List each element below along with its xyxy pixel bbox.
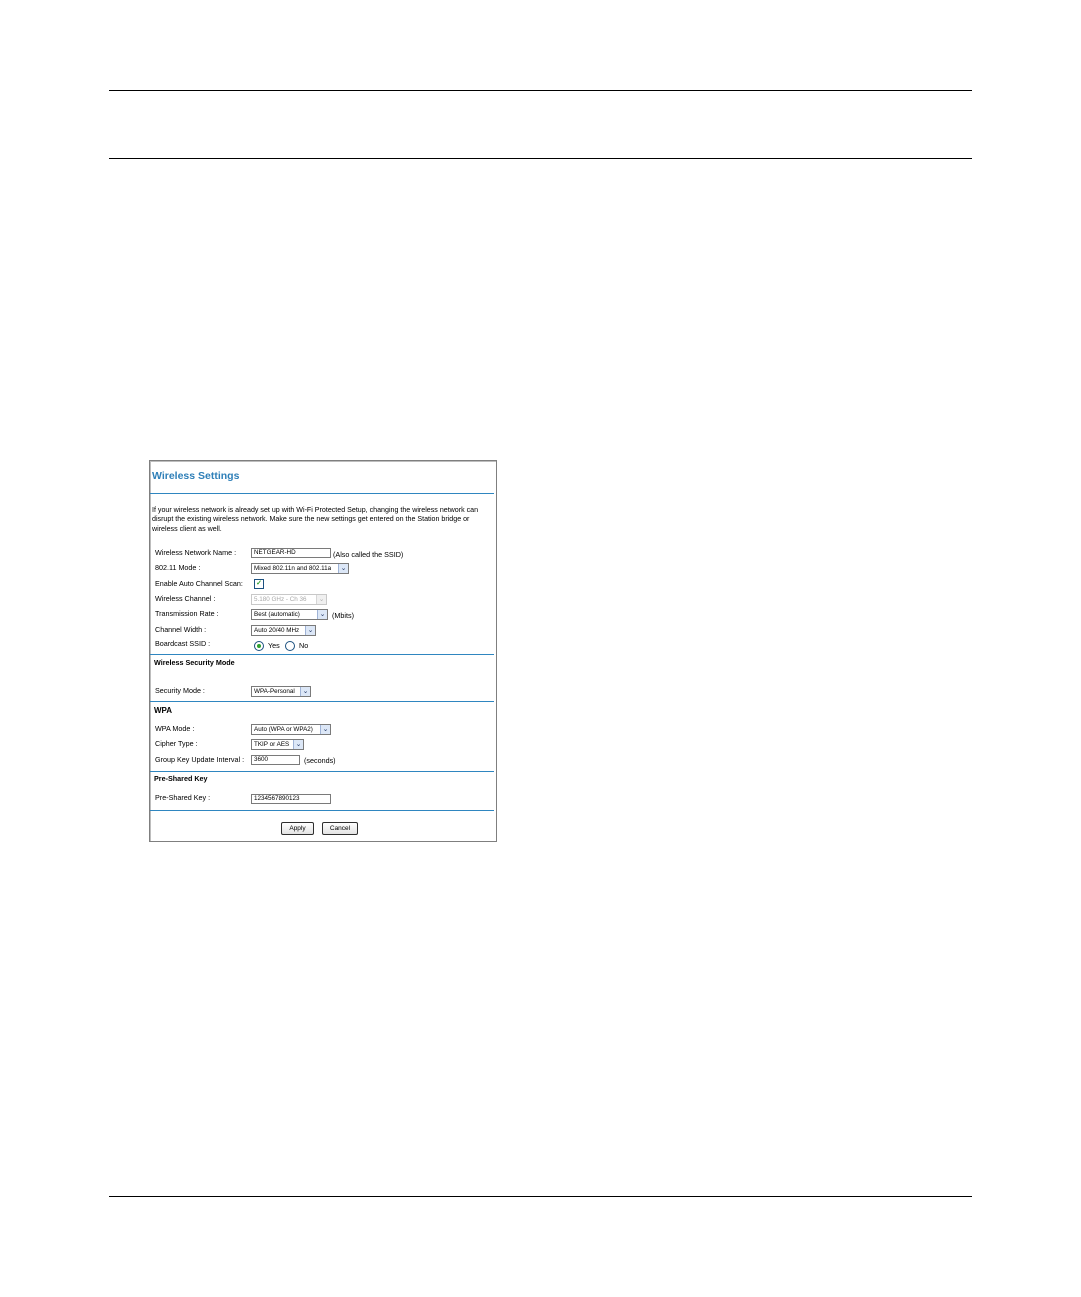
broadcast-label: Boardcast SSID :: [155, 639, 211, 648]
page-rule-top: [109, 90, 972, 91]
channel-label: Wireless Channel :: [155, 594, 216, 603]
auto-scan-label: Enable Auto Channel Scan:: [155, 579, 243, 588]
psk-label: Pre-Shared Key :: [155, 793, 211, 802]
security-mode-select[interactable]: [251, 686, 311, 697]
network-name-input[interactable]: NETGEAR-HD: [251, 548, 331, 558]
wpa-heading: WPA: [154, 706, 173, 715]
security-mode-label: Security Mode :: [155, 686, 205, 695]
mode-label: 802.11 Mode :: [155, 563, 201, 572]
rate-select-value: Best (automatic): [254, 611, 300, 618]
chevron-down-icon: ⌄: [317, 610, 327, 619]
panel-title: Wireless Settings: [152, 470, 240, 482]
chevron-down-icon: ⌄: [300, 687, 310, 696]
broadcast-yes-radio[interactable]: [254, 641, 264, 651]
broadcast-no-radio[interactable]: [285, 641, 295, 651]
security-heading: Wireless Security Mode: [154, 658, 235, 667]
cipher-value: TKIP or AES: [254, 741, 290, 748]
interval-input[interactable]: 3600: [251, 755, 300, 765]
divider: [150, 810, 494, 811]
security-mode-value: WPA-Personal: [254, 688, 295, 695]
divider: [150, 493, 494, 494]
cancel-button[interactable]: Cancel: [322, 822, 358, 835]
divider: [150, 654, 494, 655]
width-select[interactable]: [251, 625, 316, 636]
wpa-mode-value: Auto (WPA or WPA2): [254, 726, 313, 733]
mode-select[interactable]: [251, 563, 349, 574]
cipher-label: Cipher Type :: [155, 739, 198, 748]
broadcast-no-label: No: [299, 641, 309, 650]
rate-label: Transmission Rate :: [155, 609, 219, 618]
network-name-label: Wireless Network Name :: [155, 548, 237, 557]
channel-select[interactable]: [251, 594, 327, 605]
divider: [150, 701, 494, 702]
interval-label: Group Key Update Interval :: [155, 755, 245, 764]
wireless-settings-panel: [149, 460, 497, 842]
intro-text: If your wireless network is already set up with Wi-Fi Protected Setup, changing the wireless network can disrupt the existing wireless network. Make sure the new settings get entered on the Station bridge or wireless client as well.: [152, 506, 479, 533]
checkmark-icon: ✓: [256, 580, 262, 587]
chevron-down-icon: ⌄: [338, 564, 348, 573]
wpa-mode-select[interactable]: [251, 724, 331, 735]
auto-scan-checkbox[interactable]: [254, 579, 264, 589]
chevron-down-icon: ⌄: [305, 626, 315, 635]
apply-button[interactable]: Apply: [281, 822, 314, 835]
chevron-down-icon: ⌄: [316, 595, 326, 604]
cipher-select[interactable]: [251, 739, 304, 750]
page-rule-bottom: [109, 1196, 972, 1197]
broadcast-yes-label: Yes: [268, 641, 280, 650]
width-select-value: Auto 20/40 MHz: [254, 627, 300, 634]
chevron-down-icon: ⌄: [293, 740, 303, 749]
rate-unit: (Mbits): [332, 611, 354, 620]
psk-heading: Pre-Shared Key: [154, 774, 208, 783]
wpa-mode-label: WPA Mode :: [155, 724, 195, 733]
interval-unit: (seconds): [304, 756, 336, 765]
channel-select-value: 5.180 GHz - Ch 36: [254, 596, 307, 603]
mode-select-value: Mixed 802.11n and 802.11a: [254, 565, 332, 572]
divider: [150, 771, 494, 772]
page-rule-mid: [109, 158, 972, 159]
ssid-note: (Also called the SSID): [333, 550, 404, 559]
psk-input[interactable]: 1234567890123: [251, 794, 331, 804]
chevron-down-icon: ⌄: [320, 725, 330, 734]
rate-select[interactable]: [251, 609, 328, 620]
width-label: Channel Width :: [155, 625, 207, 634]
